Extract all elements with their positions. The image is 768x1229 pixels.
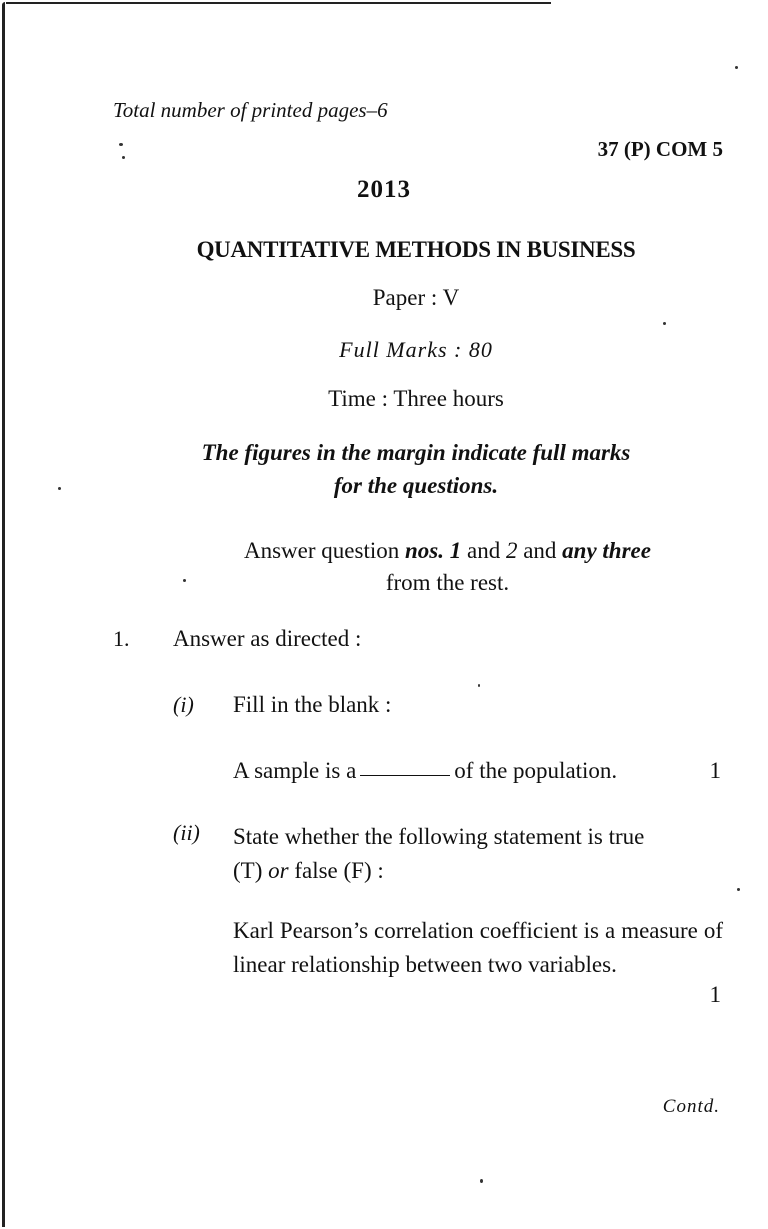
page-edge-top: [6, 2, 551, 4]
instruction-or: or: [268, 858, 289, 883]
stem-after: of the population.: [454, 758, 618, 783]
answer-blank: [360, 771, 450, 776]
question-1-number: 1.: [113, 626, 130, 651]
scan-speck: [735, 66, 738, 69]
time-allowed: Time : Three hours: [328, 386, 504, 411]
subquestion-i-number: (i): [173, 692, 194, 717]
scan-speck: [478, 684, 480, 687]
instruction-true: (T): [233, 858, 269, 883]
subquestion-i-instruction: Fill in the blank :: [233, 692, 392, 717]
scan-speck: [122, 156, 125, 159]
statement-text: Karl Pearson’s correlation coefficient is a measure of linear relationship between two variables.: [233, 918, 723, 977]
instruction-false: false (F) :: [288, 858, 384, 883]
instruction-line-2: [233, 854, 644, 888]
total-pages-note: Total number of printed pages–6: [113, 98, 388, 122]
margin-note-line1: The figures in the margin indicate full marks: [201, 440, 631, 465]
scan-speck: [480, 1179, 483, 1183]
margin-marks-note: [0, 436, 768, 502]
scan-speck: [663, 322, 666, 325]
instruction-any-three: any three: [562, 538, 651, 563]
instruction-line2: from the rest.: [385, 570, 510, 595]
continued-note: Contd.: [662, 1096, 720, 1117]
instruction-nos: nos. 1: [404, 538, 462, 563]
scan-speck: [737, 888, 740, 891]
fill-blank-stem: [233, 758, 617, 784]
scan-speck: [119, 143, 123, 146]
instruction-text: and: [461, 538, 506, 563]
question-1-text: Answer as directed :: [173, 626, 362, 651]
exam-subject-title: QUANTITATIVE METHODS IN BUSINESS: [196, 237, 636, 262]
subquestion-ii-marks: 1: [709, 982, 721, 1007]
true-false-statement: [233, 914, 723, 982]
instruction-line-1: State whether the following statement is true: [233, 824, 645, 849]
instruction-two: 2: [505, 538, 518, 563]
full-marks: Full Marks : 80: [339, 337, 493, 362]
subquestion-ii-number: (ii): [173, 820, 200, 845]
instruction-text: Answer question: [244, 538, 405, 563]
exam-year: 2013: [357, 176, 411, 203]
instruction-text: and: [517, 538, 563, 563]
stem-before: A sample is a: [233, 758, 357, 783]
subquestion-i-marks: 1: [709, 758, 721, 783]
margin-note-line2: for the questions.: [333, 473, 499, 498]
answer-instructions: [0, 535, 768, 599]
subquestion-ii-instruction: [233, 820, 644, 888]
paper-code: 37 (P) COM 5: [597, 137, 723, 161]
instruction-line1: [0, 535, 768, 567]
paper-number: Paper : V: [372, 285, 460, 310]
